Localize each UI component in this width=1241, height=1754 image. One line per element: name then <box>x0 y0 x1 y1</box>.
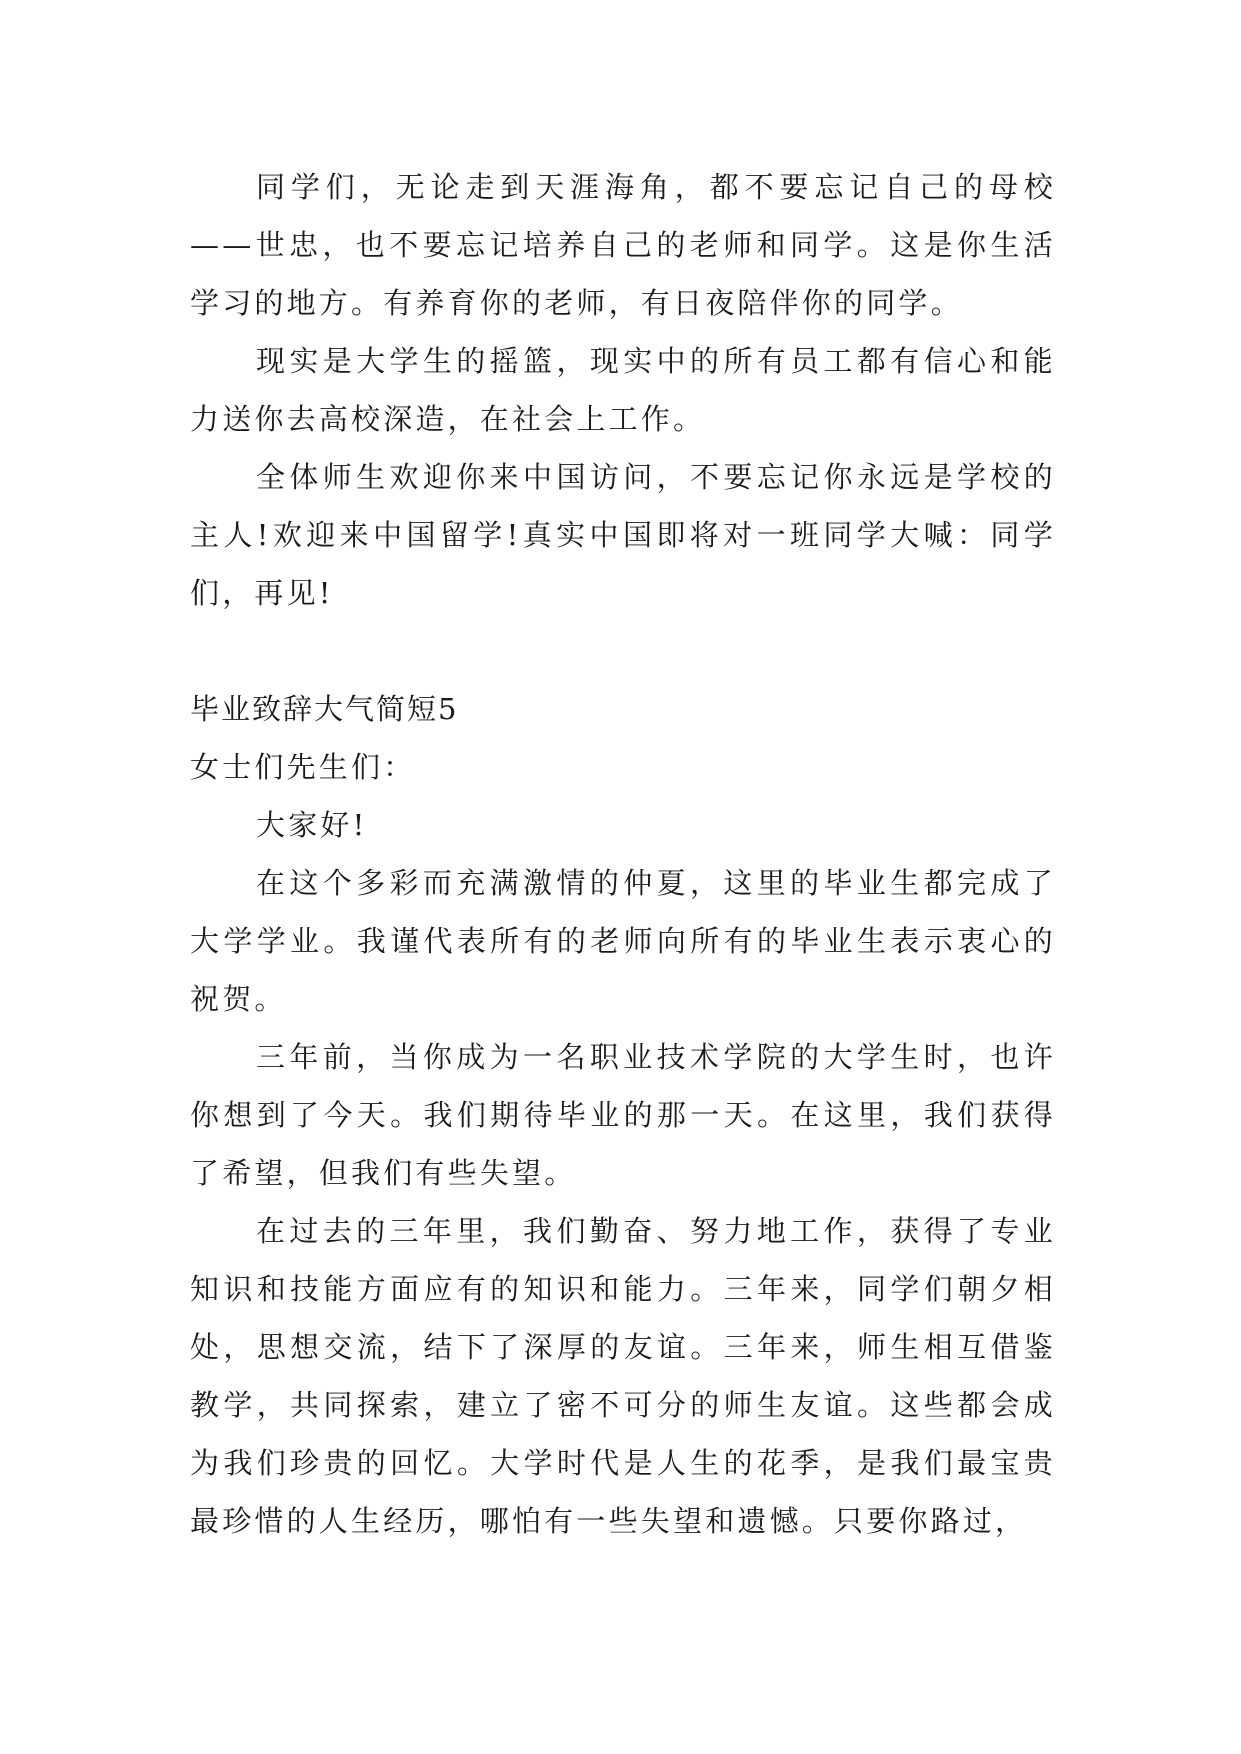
paragraph-past-three-years: 在过去的三年里，我们勤奋、努力地工作，获得了专业知识和技能方面应有的知识和能力。三年来，同学们朝夕相处，思想交流，结下了深厚的友谊。三年来，师生相互借鉴教学，共同探索，建立了密不可分的师生友谊。这些都会成为我们珍贵的回忆。大学时代是人生的花季，是我们最宝贵最珍惜的人生经历，哪怕有一些失望和遗憾。只要你路过， <box>190 1214 1056 1538</box>
paragraph-alma-mater: 同学们，无论走到天涯海角，都不要忘记自己的母校——世忠，也不要忘记培养自己的老师和同学。这是你生活学习的地方。有养育你的老师，有日夜陪伴你的同学。 <box>190 170 1056 320</box>
greeting: 大家好! <box>256 808 368 842</box>
paragraph-three-years-ago: 三年前，当你成为一名职业技术学院的大学生时，也许你想到了今天。我们期待毕业的那一天。在这里，我们获得了希望，但我们有些失望。 <box>190 1040 1056 1190</box>
salutation: 女士们先生们： <box>190 750 416 784</box>
document-body <box>190 158 1056 1550</box>
section-spacer <box>190 622 1056 680</box>
paragraph-farewell: 全体师生欢迎你来中国访问，不要忘记你永远是学校的主人!欢迎来中国留学!真实中国即将对一班同学大喊：同学们，再见! <box>190 460 1056 610</box>
paragraph-congratulations: 在这个多彩而充满激情的仲夏，这里的毕业生都完成了大学学业。我谨代表所有的老师向所有的毕业生表示衷心的祝贺。 <box>190 866 1056 1016</box>
paragraph-reality-cradle: 现实是大学生的摇篮，现实中的所有员工都有信心和能力送你去高校深造，在社会上工作。 <box>190 344 1056 436</box>
section-title: 毕业致辞大气简短5 <box>190 692 459 726</box>
